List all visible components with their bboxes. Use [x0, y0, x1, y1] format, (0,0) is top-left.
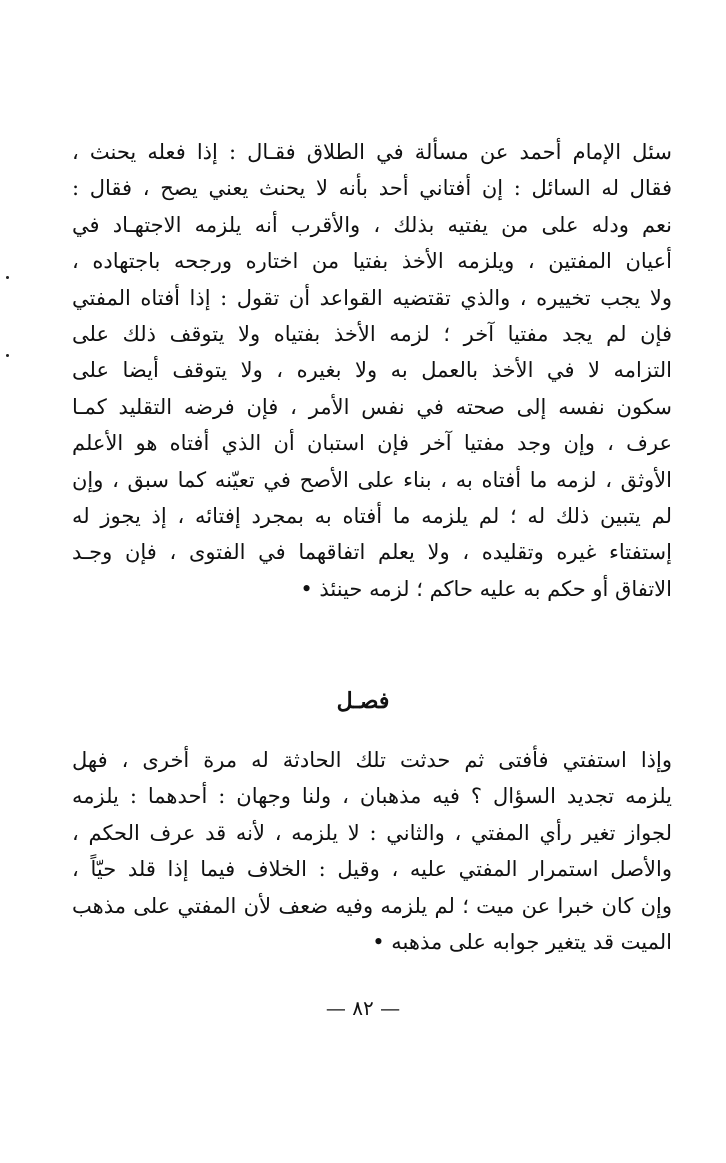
- text-line: إستفتاء غيره وتقليده ، ولا يعلم اتفاقهما في الفتوى ، فإن وجـد: [72, 540, 672, 565]
- text-line: والأصل استمرار المفتي عليه ، وقيل : الخلاف فيما إذا قلد حيّاً ،: [72, 857, 672, 882]
- text-line: لجواز تغير رأي المفتي ، والثاني : لا يلزمه ، لأنه قد عرف الحكم ،: [72, 820, 672, 845]
- text-line: سكون نفسه إلى صحته في نفس الأمر ، فإن فرضه التقليد كمـا: [72, 394, 672, 419]
- paragraph-1: [72, 134, 672, 607]
- text-line: عرف ، وإن وجد مفتيا آخر فإن استبان أن الذي أفتاه هو الأعلم: [72, 431, 672, 456]
- text-line: فإن لم يجد مفتيا آخر ؛ لزمه الأخذ بفتياه ولا يتوقف ذلك على: [72, 321, 672, 346]
- text-line: وإن كان خبرا عن ميت ؛ لم يلزمه وفيه ضعف لأن المفتي على مذهب: [72, 893, 672, 918]
- page-number: — ٨٢ —: [325, 996, 401, 1020]
- margin-mark: [6, 276, 9, 279]
- text-line: الميت قد يتغير جوابه على مذهبه •: [372, 929, 672, 954]
- text-line: فقال له السائل : إن أفتاني أحد بأنه لا يحنث يعني يصح ، فقال :: [72, 176, 672, 201]
- section-heading: فصـل: [336, 688, 390, 714]
- text-line: أعيان المفتين ، ويلزمه الأخذ بفتيا من اختاره ورجحه باجتهاده ،: [72, 249, 672, 274]
- text-line: الاتفاق أو حكم به عليه حاكم ؛ لزمه حينئذ •: [300, 576, 672, 601]
- text-line: ولا يجب تخييره ، والذي تقتضيه القواعد أن تقول : إذا أفتاه المفتي: [72, 285, 672, 310]
- paragraph-2: [72, 742, 672, 960]
- text-line: نعم ودله على من يفتيه بذلك ، والأقرب أنه يلزمه الاجتهـاد في: [72, 212, 672, 237]
- text-line: التزامه لا في الأخذ بالعمل به ولا بغيره ، ولا يتوقف أيضا على: [72, 358, 672, 383]
- text-line: الأوثق ، لزمه ما أفتاه به ، بناء على الأصح في تعيّنه كما سبق ، وإن: [72, 467, 672, 492]
- text-line: سئل الإمام أحمد عن مسألة في الطلاق فقـال : إذا فعله يحنث ،: [72, 140, 672, 164]
- text-line: لم يتبين ذلك له ؛ لم يلزمه ما أفتاه به بمجرد إفتائه ، إذ يجوز له: [72, 503, 672, 528]
- margin-mark: [6, 354, 9, 357]
- text-line: يلزمه تجديد السؤال ؟ فيه مذهبان ، ولنا وجهان : أحدهما : يلزمه: [72, 784, 672, 809]
- text-line: وإذا استفتي فأفتى ثم حدثت تلك الحادثة له مرة أخرى ، فهل: [72, 748, 672, 772]
